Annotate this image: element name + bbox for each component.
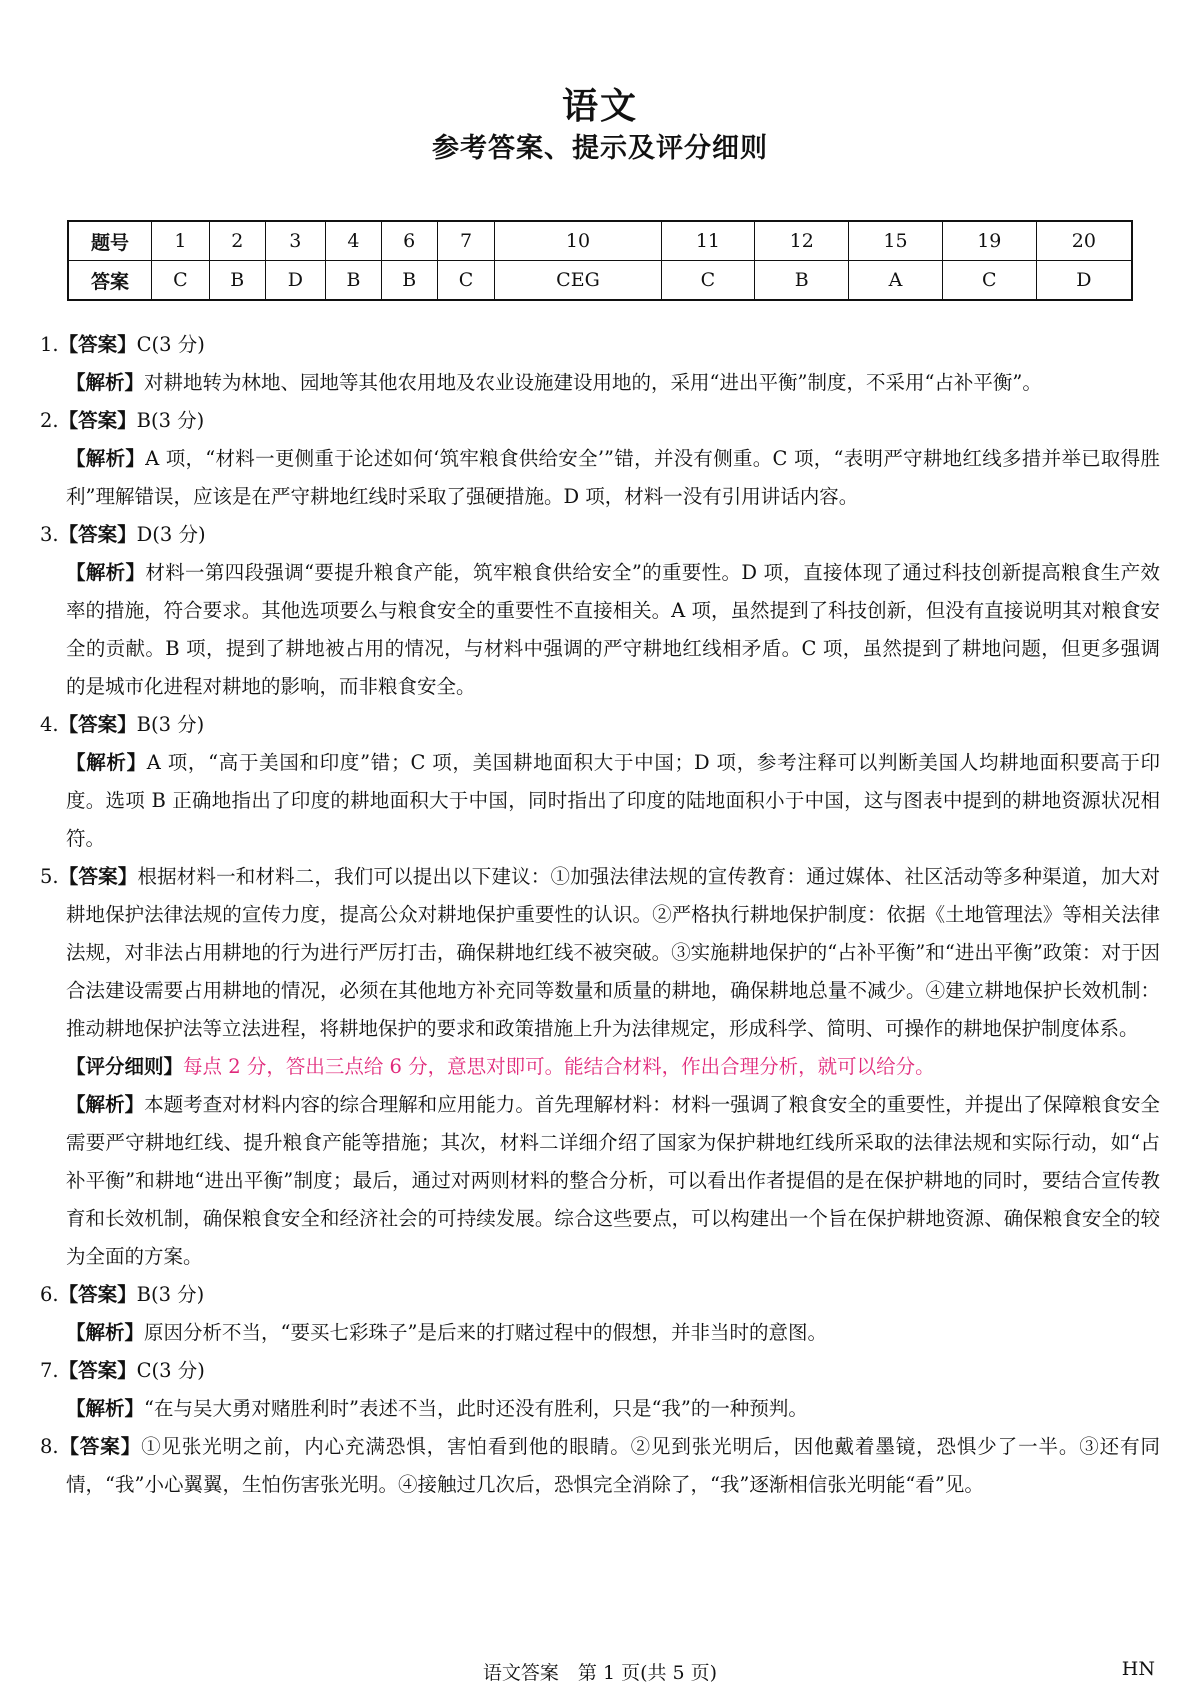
question-number: 5. [40,865,59,888]
question-number-cell: 6 [381,221,437,261]
analysis-text: 本题考查对材料内容的综合理解和应用能力。首先理解材料：材料一强调了粮食安全的重要性，并提出了保障粮食安全需要严守耕地红线、提升粮食产能等措施；其次，材料二详细介绍了国家为保护耕地红线所采取的法律法规和实际行动，如“占补平衡”和耕地“进出平衡”制度；最后，通过对两则材料的整合分析，可以看出作者提倡的是在保护耕地的同时，要结合宣传教育和长效机制，确保粮食安全和经济社会的可持续发展。综合这些要点，可以构建出一个旨在保护耕地资源、确保粮食安全的较为全面的方案。 [66,1093,1160,1268]
answer-tag: 【答案】 [58,865,138,888]
row-label-question-number: 题号 [68,221,152,261]
analysis-text: 对耕地转为林地、园地等其他农用地及农业设施建设用地的，采用“进出平衡”制度，不采用“占补平衡”。 [144,371,1042,394]
analysis-tag: 【解析】 [66,561,146,584]
analysis-paragraph [40,1390,1160,1428]
question-answer-line [40,402,1160,440]
question-number: 8. [40,1435,59,1458]
analysis-tag: 【解析】 [66,1093,145,1116]
analysis-paragraph [40,1086,1160,1276]
footer-region-code: HN [1121,1658,1155,1680]
analysis-text: A 项，“材料一更侧重于论述如何‘筑牢粮食供给安全’”错，并没有侧重。C 项，“表明严守耕地红线多措并举已取得胜利”理解错误，应该是在严守耕地红线时采取了强硬措施。D 项，材料一没有引用讲话内容。 [66,447,1160,508]
answer-cell: CEG [495,261,661,301]
question-number-cell: 12 [755,221,849,261]
page-subtitle: 参考答案、提示及评分细则 [432,133,768,164]
analysis-tag: 【解析】 [66,447,146,470]
answer-text: D(3 分) [136,523,206,546]
row-label-answer: 答案 [68,261,152,301]
answer-text: B(3 分) [136,409,205,432]
answer-tag: 【答案】 [58,409,137,432]
answer-table [67,220,1133,301]
answer-text: C(3 分) [136,1359,205,1382]
answer-cell: C [661,261,755,301]
analysis-paragraph [40,440,1160,516]
scoring-text: 每点 2 分，答出三点给 6 分，意思对即可。能结合材料，作出合理分析，就可以给分。 [183,1055,935,1078]
answer-cell: B [381,261,437,301]
analysis-tag: 【解析】 [66,371,145,394]
answer-cell: C [942,261,1036,301]
question-number-cell: 10 [495,221,661,261]
question-number: 1. [40,333,59,356]
answer-tag: 【答案】 [58,1435,142,1458]
answer-cell: D [265,261,325,301]
answer-tag: 【答案】 [58,523,137,546]
analysis-text: A 项，“高于美国和印度”错；C 项，美国耕地面积大于中国；D 项，参考注释可以判断美国人均耕地面积要高于印度。选项 B 正确地指出了印度的耕地面积大于中国，同时指出了印度的陆地面积小于中国，这与图表中提到的耕地资源状况相符。 [66,751,1160,850]
page-footer: 语文答案 第 1 页(共 5 页) [482,1662,718,1684]
answer-cell: D [1036,261,1132,301]
question-answer-line [40,516,1160,554]
answer-cell: C [437,261,495,301]
answer-row [68,261,1132,301]
question-number-cell: 1 [152,221,210,261]
answer-text: B(3 分) [136,713,205,736]
question-answer-line [40,1352,1160,1390]
answer-text: C(3 分) [136,333,205,356]
answer-text: ①见张光明之前，内心充满恐惧，害怕看到他的眼睛。②见到张光明后，因他戴着墨镜，恐惧少了一半。③还有同情，“我”小心翼翼，生怕伤害张光明。④接触过几次后，恐惧完全消除了，“我”逐渐相信张光明能“看”见。 [66,1435,1160,1496]
question-answer-line [40,706,1160,744]
answer-cell: B [209,261,265,301]
analysis-text: 原因分析不当，“要买七彩珠子”是后来的打赌过程中的假想，并非当时的意图。 [144,1321,827,1344]
question-number: 3. [40,523,59,546]
question-number-cell: 11 [661,221,755,261]
question-number: 6. [40,1283,59,1306]
answer-text: B(3 分) [136,1283,205,1306]
answer-tag: 【答案】 [58,1283,137,1306]
question-number-cell: 4 [326,221,382,261]
answer-text: 根据材料一和材料二，我们可以提出以下建议：①加强法律法规的宣传教育：通过媒体、社区活动等多种渠道，加大对耕地保护法律法规的宣传力度，提高公众对耕地保护重要性的认识。②严格执行耕地保护制度：依据《土地管理法》等相关法律法规，对非法占用耕地的行为进行严厉打击，确保耕地红线不被突破。③实施耕地保护的“占补平衡”和“进出平衡”政策：对于因合法建设需要占用耕地的情况，必须在其他地方补充同等数量和质量的耕地，确保耕地总量不减少。④建立耕地保护长效机制：推动耕地保护法等立法进程，将耕地保护的要求和政策措施上升为法律规定，形成科学、简明、可操作的耕地保护制度体系。 [66,865,1160,1040]
answer-cell: B [755,261,849,301]
answer-tag: 【答案】 [58,713,137,736]
answer-explanations [40,326,1160,1504]
question-answer-line [40,1428,1160,1504]
scoring-paragraph [40,1048,1160,1086]
analysis-paragraph [40,554,1160,706]
analysis-tag: 【解析】 [66,1321,145,1344]
question-number-cell: 7 [437,221,495,261]
question-number: 4. [40,713,59,736]
answer-tag: 【答案】 [58,1359,137,1382]
question-answer-line [40,1276,1160,1314]
answer-cell: A [849,261,943,301]
answer-tag: 【答案】 [58,333,137,356]
question-number-cell: 2 [209,221,265,261]
question-number-cell: 3 [265,221,325,261]
answer-cell: C [152,261,210,301]
question-answer-line [40,326,1160,364]
analysis-paragraph [40,1314,1160,1352]
analysis-paragraph [40,744,1160,858]
question-number: 2. [40,409,59,432]
analysis-tag: 【解析】 [66,751,147,774]
question-number: 7. [40,1359,59,1382]
page-title: 语文 [561,86,638,127]
scoring-tag: 【评分细则】 [66,1055,184,1078]
question-number-cell: 20 [1036,221,1132,261]
answer-cell: B [326,261,382,301]
analysis-tag: 【解析】 [66,1397,145,1420]
question-number-cell: 19 [942,221,1036,261]
question-answer-line [40,858,1160,1048]
question-number-cell: 15 [849,221,943,261]
analysis-text: “在与吴大勇对赌胜利时”表述不当，此时还没有胜利，只是“我”的一种预判。 [144,1397,808,1420]
analysis-text: 材料一第四段强调“要提升粮食产能，筑牢粮食供给安全”的重要性。D 项，直接体现了通过科技创新提高粮食生产效率的措施，符合要求。其他选项要么与粮食安全的重要性不直接相关。A 项，虽然提到了科技创新，但没有直接说明其对粮食安全的贡献。B 项，提到了耕地被占用的情况，与材料中强调的严守耕地红线相矛盾。C 项，虽然提到了耕地问题，但更多强调的是城市化进程对耕地的影响，而非粮食安全。 [66,561,1160,698]
question-number-row [68,221,1132,261]
analysis-paragraph [40,364,1160,402]
